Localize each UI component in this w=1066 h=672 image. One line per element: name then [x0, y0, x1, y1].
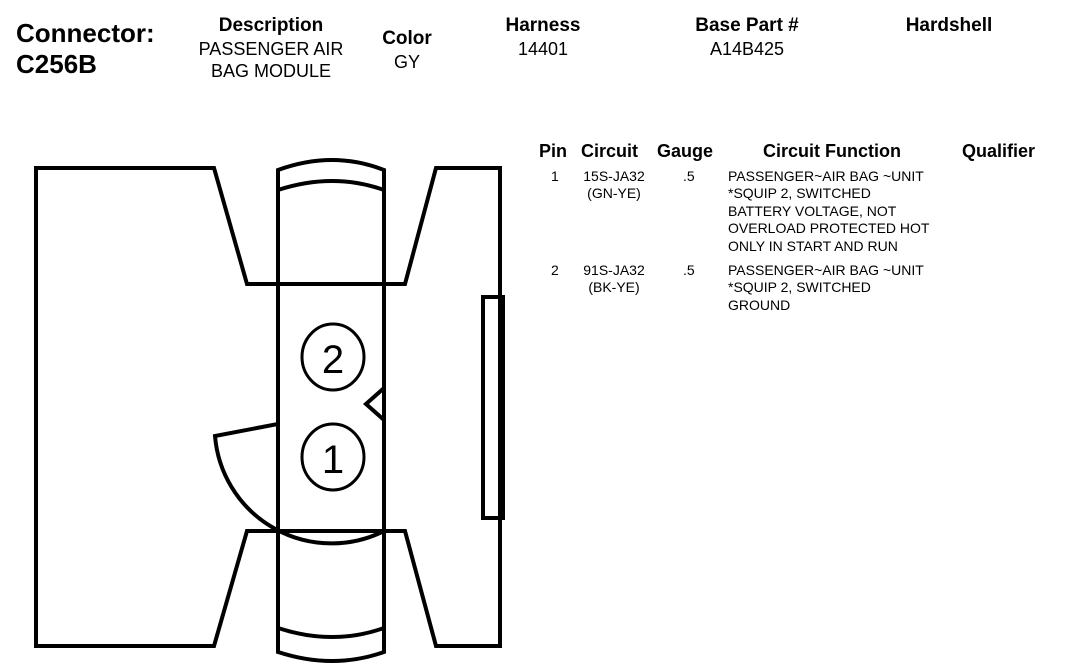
base-part-column [678, 14, 816, 60]
function-line-2: *SQUIP 2, SWITCHED [728, 185, 871, 201]
left-housing [36, 168, 384, 646]
base-part-header: Base Part # [695, 15, 799, 36]
function-line-4: OVERLOAD PROTECTED HOT [728, 220, 930, 236]
gauge-column-header: Gauge [657, 141, 714, 161]
circuit-line-2: (GN-YE) [587, 185, 641, 201]
upper-band [278, 181, 384, 190]
hardshell-header: Hardshell [905, 15, 993, 36]
harness-header: Harness [505, 15, 581, 36]
description-value-line-2: BAG MODULE [210, 61, 332, 81]
lower-band [278, 628, 384, 637]
function-line-1: PASSENGER~AIR BAG ~UNIT [728, 168, 924, 184]
function-line-2: *SQUIP 2, SWITCHED [728, 279, 871, 295]
right-housing [366, 168, 500, 646]
pin-number: 2 [551, 262, 559, 278]
description-header: Description [218, 15, 324, 36]
cavity-2-label: 2 [321, 338, 345, 382]
base-part-value: A14B425 [709, 39, 785, 59]
function-line-5: ONLY IN START AND RUN [728, 238, 898, 254]
cavity-1-label: 1 [321, 438, 345, 482]
description-value-line-1: PASSENGER AIR [198, 39, 344, 59]
color-value: GY [393, 52, 420, 72]
gauge-value: .5 [683, 168, 695, 184]
gauge-value: .5 [683, 262, 695, 278]
pin-column-header: Pin [539, 141, 568, 161]
qualifier-column-header: Qualifier [962, 141, 1036, 161]
harness-value: 14401 [517, 39, 569, 59]
circuit-column-header: Circuit [581, 141, 639, 161]
function-line-1: PASSENGER~AIR BAG ~UNIT [728, 262, 924, 278]
function-column-header: Circuit Function [763, 141, 901, 161]
function-line-3: BATTERY VOLTAGE, NOT [728, 203, 897, 219]
center-barrel [278, 160, 384, 661]
circuit-line-1: 15S-JA32 [583, 168, 645, 184]
connector-id: C256B [16, 49, 97, 79]
connector-label: Connector: [16, 18, 155, 48]
connector-face-diagram [0, 0, 520, 672]
pin-number: 1 [551, 168, 559, 184]
hardshell-column [890, 14, 1008, 38]
circuit-line-2: (BK-YE) [588, 279, 640, 295]
circuit-line-1: 91S-JA32 [583, 262, 645, 278]
function-line-3: GROUND [728, 297, 791, 313]
color-header: Color [382, 28, 432, 49]
